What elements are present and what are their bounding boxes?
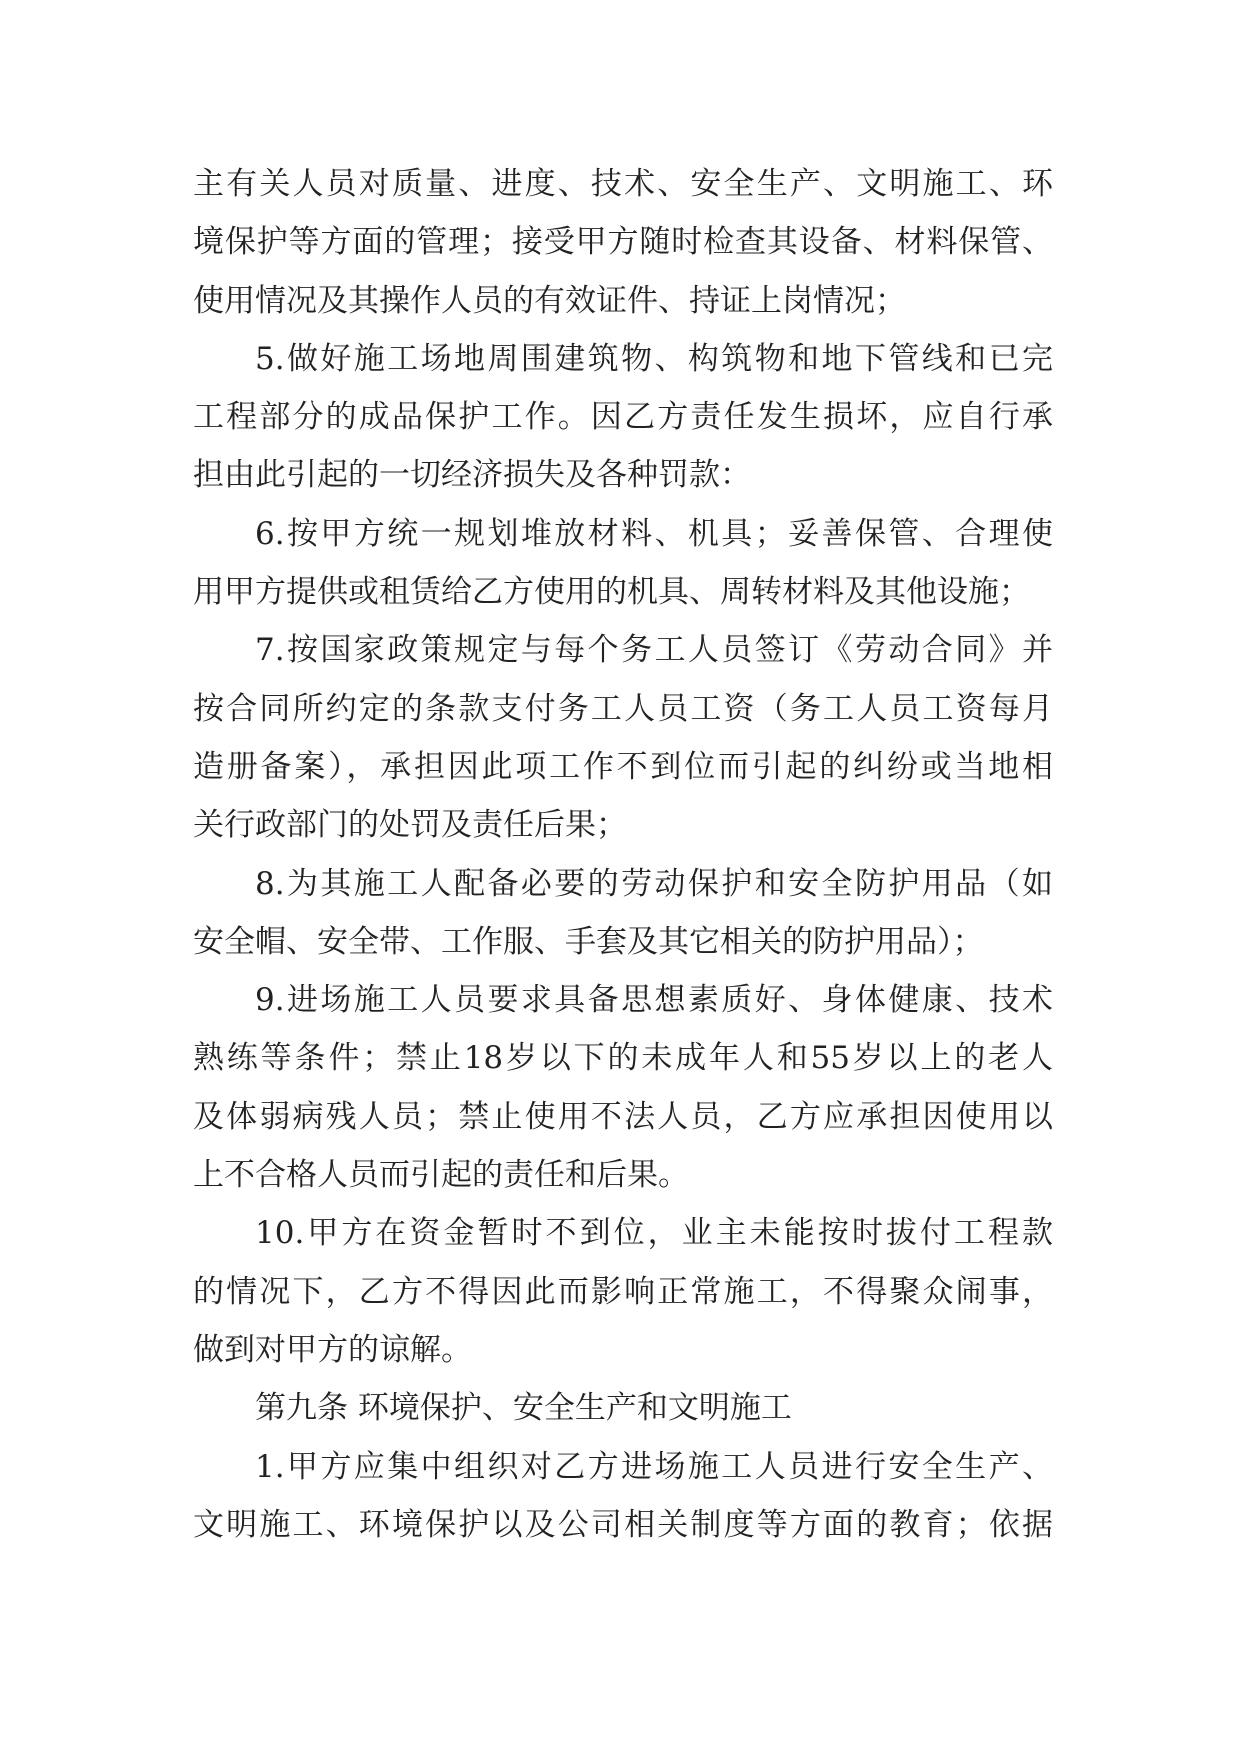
text-line: 10.甲方在资金暂时不到位，业主未能按时拔付工程款 bbox=[255, 1215, 1053, 1252]
text-line: 9.进场施工人员要求具备思想素质好、身体健康、技术 bbox=[255, 982, 1053, 1019]
text-line: 6.按甲方统一规划堆放材料、机具；妥善保管、合理使 bbox=[255, 515, 1053, 552]
text-line: 文明施工、环境保护以及公司相关制度等方面的教育；依据 bbox=[193, 1506, 1053, 1543]
text-line: 上不合格人员而引起的责任和后果。 bbox=[193, 1157, 689, 1194]
text-line: 5.做好施工场地周围建筑物、构筑物和地下管线和已完 bbox=[255, 340, 1053, 377]
document-body bbox=[193, 155, 1053, 1554]
text-line: 1.甲方应集中组织对乙方进场施工人员进行安全生产、 bbox=[255, 1448, 1053, 1485]
text-line: 熟练等条件；禁止18岁以下的未成年人和55岁以上的老人 bbox=[193, 1040, 1053, 1077]
text-line: 境保护等方面的管理；接受甲方随时检查其设备、材料保管、 bbox=[193, 224, 1053, 261]
text-line: 按合同所约定的条款支付务工人员工资（务工人员工资每月 bbox=[193, 690, 1053, 727]
text-line: 安全帽、安全带、工作服、手套及其它相关的防护用品）； bbox=[193, 923, 984, 960]
text-line: 做到对甲方的谅解。 bbox=[193, 1331, 472, 1368]
text-line: 7.按国家政策规定与每个务工人员签订《劳动合同》并 bbox=[255, 632, 1053, 669]
text-line: 工程部分的成品保护工作。因乙方责任发生损坏，应自行承 bbox=[193, 399, 1053, 436]
text-line: 第九条 环境保护、安全生产和文明施工 bbox=[255, 1390, 792, 1427]
text-line: 及体弱病残人员；禁止使用不法人员，乙方应承担因使用以 bbox=[193, 1098, 1053, 1135]
text-line: 关行政部门的处罚及责任后果； bbox=[193, 807, 627, 844]
text-line: 主有关人员对质量、进度、技术、安全生产、文明施工、环 bbox=[193, 166, 1053, 202]
text-line: 8.为其施工人配备必要的劳动保护和安全防护用品（如 bbox=[255, 865, 1053, 902]
text-line: 的情况下，乙方不得因此而影响正常施工，不得聚众闹事， bbox=[193, 1273, 1053, 1310]
text-line: 造册备案），承担因此项工作不到位而引起的纠纷或当地相 bbox=[193, 748, 1053, 785]
text-line: 担由此引起的一切经济损失及各种罚款： bbox=[193, 457, 751, 494]
text-line: 用甲方提供或租赁给乙方使用的机具、周转材料及其他设施； bbox=[193, 574, 1030, 611]
text-line: 使用情况及其操作人员的有效证件、持证上岗情况； bbox=[193, 282, 906, 319]
